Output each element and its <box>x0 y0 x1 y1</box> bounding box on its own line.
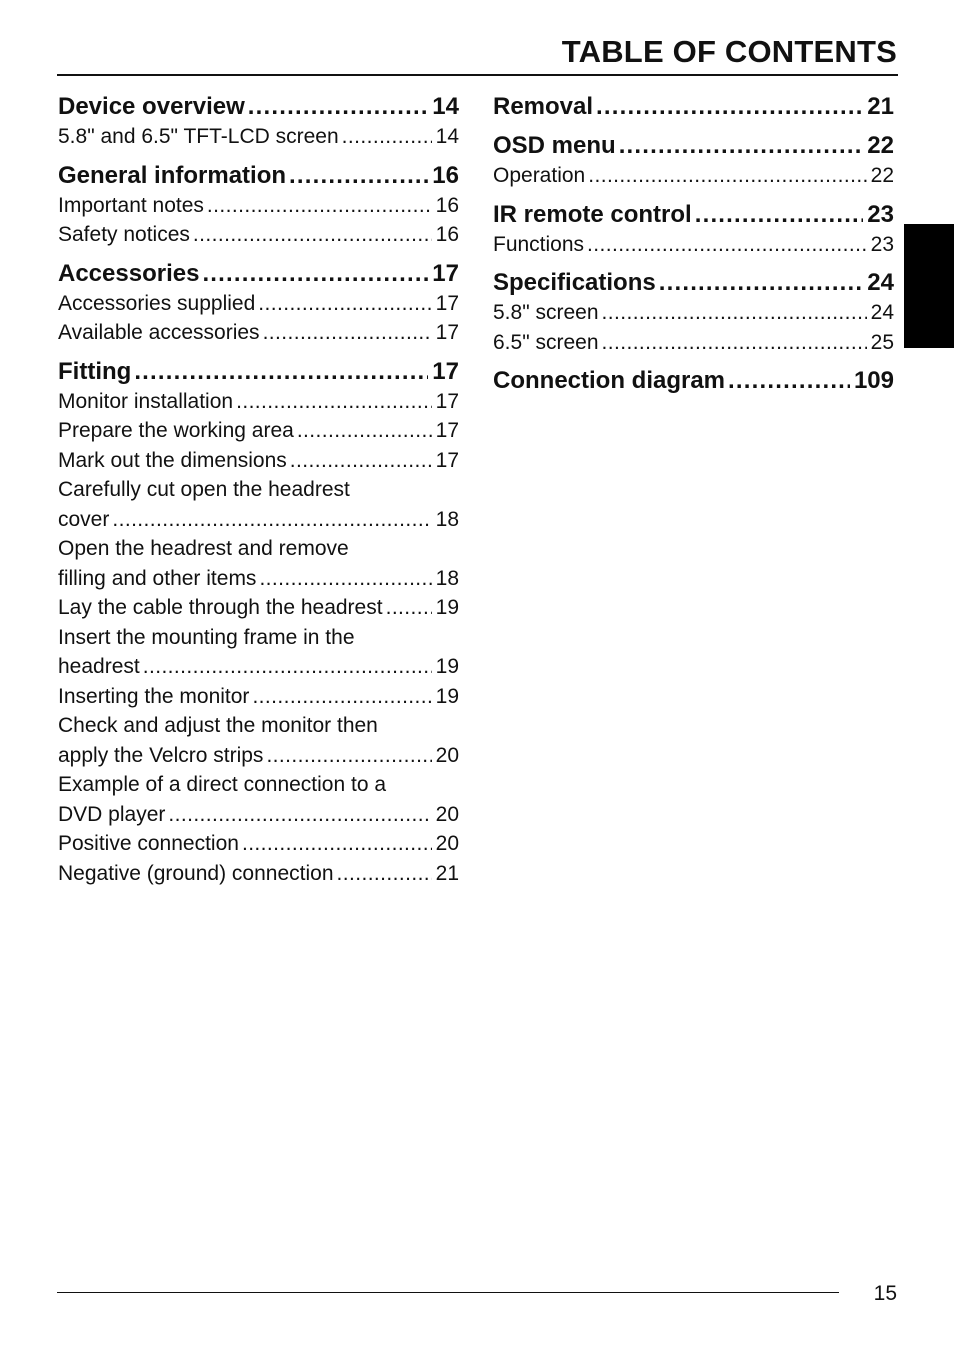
toc-item-label-line2 <box>58 741 459 771</box>
toc-item-monitor-installation[interactable] <box>58 387 459 417</box>
toc-item-check-adjust-monitor[interactable] <box>58 711 459 770</box>
toc-item-lay-cable-through-headrest[interactable] <box>58 593 459 623</box>
toc-section-specifications[interactable] <box>493 262 894 298</box>
toc-page-number: 21 <box>435 861 459 885</box>
toc-page-number: 17 <box>435 448 459 472</box>
dot-leader <box>112 505 431 535</box>
toc-page-number: 24 <box>867 269 894 296</box>
toc-section-label: General information <box>58 161 287 189</box>
toc-page-number: 17 <box>432 357 459 385</box>
toc-item-label: 6.5" screen <box>493 330 599 354</box>
toc-page-number: 16 <box>435 193 459 217</box>
dot-leader <box>619 131 864 161</box>
toc-page-number: 17 <box>432 259 459 287</box>
dot-leader <box>337 859 432 889</box>
toc-item-safety-notices[interactable] <box>58 220 459 250</box>
toc-item-label: Positive connection <box>58 832 239 855</box>
toc-page-number: 21 <box>867 93 894 120</box>
toc-item-label-line1: Check and adjust the monitor then <box>58 714 378 737</box>
dot-leader <box>596 92 863 122</box>
dot-leader <box>342 122 432 152</box>
toc-page-number: 22 <box>867 132 894 159</box>
toc-item-label-line1: Insert the mounting frame in the <box>58 625 355 649</box>
language-thumb-tab <box>904 224 954 348</box>
dot-leader <box>242 829 432 859</box>
toc-section-connection-diagram[interactable] <box>493 360 894 396</box>
toc-item-label: 5.8" screen <box>493 301 599 324</box>
dot-leader <box>602 298 867 328</box>
toc-page-number: 17 <box>435 321 459 344</box>
toc-item-label-line2 <box>58 800 459 830</box>
toc-item-label: Accessories supplied <box>58 291 256 315</box>
page-number: 15 <box>873 1282 897 1305</box>
toc-page-number: 23 <box>867 200 894 228</box>
toc-item-cut-open-headrest[interactable] <box>58 475 459 534</box>
toc-item-label: cover <box>58 507 110 531</box>
dot-leader <box>193 220 432 250</box>
toc-item-open-headrest-remove-filling[interactable] <box>58 534 459 593</box>
dot-leader <box>259 564 431 594</box>
toc-section-general-information[interactable] <box>58 155 459 191</box>
toc-item-accessories-supplied[interactable] <box>58 289 459 319</box>
toc-page-number: 18 <box>435 507 459 531</box>
toc-page-number: 19 <box>435 596 459 619</box>
toc-page-number: 109 <box>853 367 894 394</box>
toc-left-column <box>58 86 459 888</box>
dot-leader <box>134 357 428 387</box>
dot-leader <box>728 366 850 396</box>
toc-item-label: apply the Velcro strips <box>58 743 264 767</box>
toc-item-label: Monitor installation <box>58 389 234 413</box>
toc-item-functions[interactable] <box>493 230 894 260</box>
dot-leader <box>202 259 428 289</box>
toc-section-device-overview[interactable] <box>58 86 459 122</box>
toc-page-number: 24 <box>870 301 894 324</box>
toc-page-number: 20 <box>435 743 459 767</box>
toc-page-number: 17 <box>435 291 459 315</box>
toc-page-number: 22 <box>870 164 894 187</box>
toc-item-label: Negative (ground) connection <box>58 861 334 885</box>
toc-item-label: DVD player <box>58 802 166 826</box>
toc-section-label: Device overview <box>58 93 245 120</box>
dot-leader <box>266 741 431 771</box>
toc-page-number: 20 <box>435 832 459 855</box>
toc-item-label: Functions <box>493 232 585 256</box>
dot-leader <box>290 446 432 476</box>
toc-section-ir-remote-control[interactable] <box>493 194 894 230</box>
toc-item-label-line1: Open the headrest and remove <box>58 537 349 560</box>
toc-item-label: Important notes <box>58 193 204 217</box>
toc-item-label: 5.8" and 6.5" TFT-LCD screen <box>58 125 339 148</box>
toc-section-osd-menu[interactable] <box>493 125 894 161</box>
toc-page-number: 16 <box>432 161 459 189</box>
toc-section-label: Accessories <box>58 259 200 287</box>
dot-leader <box>263 318 432 348</box>
toc-section-label: Specifications <box>493 269 656 296</box>
toc-page-number: 20 <box>435 802 459 826</box>
toc-item-available-accessories[interactable] <box>58 318 459 348</box>
toc-item-positive-connection[interactable] <box>58 829 459 859</box>
footer-divider <box>57 1292 839 1293</box>
toc-page-number: 19 <box>435 655 459 678</box>
toc-item-label-line1: Example of a direct connection to a <box>58 773 387 796</box>
toc-section-label: Removal <box>493 93 594 120</box>
toc-item-label-line1: Carefully cut open the headrest <box>58 478 350 501</box>
toc-item-label: Inserting the monitor <box>58 684 250 708</box>
dot-leader <box>258 289 431 319</box>
toc-item-label-line2 <box>58 505 459 535</box>
dot-leader <box>207 191 432 221</box>
toc-item-label: Prepare the working area <box>58 419 294 442</box>
toc-page-number: 19 <box>435 684 459 708</box>
dot-leader <box>248 92 429 122</box>
toc-page-number: 18 <box>435 566 459 590</box>
toc-item-label: Available accessories <box>58 321 260 344</box>
dot-leader <box>695 200 864 230</box>
toc-section-fitting[interactable] <box>58 351 459 387</box>
title-divider <box>57 74 898 76</box>
toc-section-label: Fitting <box>58 357 132 385</box>
toc-page-number: 23 <box>870 232 894 256</box>
dot-leader <box>587 230 867 260</box>
toc-item-5-8-screen[interactable] <box>493 298 894 328</box>
toc-section-accessories[interactable] <box>58 253 459 289</box>
toc-item-label: headrest <box>58 655 140 678</box>
toc-item-mark-out-dimensions[interactable] <box>58 446 459 476</box>
toc-item-negative-connection[interactable] <box>58 859 459 889</box>
toc-item-direct-connection-dvd[interactable] <box>58 770 459 829</box>
toc-section-label: OSD menu <box>493 132 616 159</box>
toc-item-label: Safety notices <box>58 223 190 246</box>
toc-item-insert-mounting-frame[interactable] <box>58 623 459 682</box>
dot-leader <box>143 652 432 682</box>
toc-page-number: 14 <box>435 125 459 148</box>
dot-leader <box>297 416 432 446</box>
toc-item-label-line2 <box>58 652 459 682</box>
toc-page-number: 25 <box>870 330 894 354</box>
toc-item-operation[interactable] <box>493 161 894 191</box>
toc-item-label: Lay the cable through the headrest <box>58 596 383 619</box>
toc-section-removal[interactable] <box>493 86 894 122</box>
toc-page-number: 14 <box>432 93 459 120</box>
toc-section-label: IR remote control <box>493 200 692 228</box>
dot-leader <box>236 387 432 417</box>
dot-leader <box>659 268 864 298</box>
dot-leader <box>168 800 431 830</box>
toc-page-number: 17 <box>435 389 459 413</box>
toc-item-label: Mark out the dimensions <box>58 448 287 472</box>
toc-item-inserting-monitor[interactable] <box>58 682 459 712</box>
toc-item-label: Operation <box>493 164 586 187</box>
page-title: TABLE OF CONTENTS <box>561 34 897 69</box>
dot-leader <box>588 161 866 191</box>
toc-section-label: Connection diagram <box>493 367 726 394</box>
toc-item-6-5-screen[interactable] <box>493 328 894 358</box>
dot-leader <box>289 161 428 191</box>
dot-leader <box>252 682 431 712</box>
toc-item-label: filling and other items <box>58 566 257 590</box>
toc-item-tft-lcd-screen[interactable] <box>58 122 459 152</box>
toc-item-label-line2 <box>58 564 459 594</box>
toc-right-column <box>493 86 894 396</box>
toc-item-important-notes[interactable] <box>58 191 459 221</box>
toc-page-number: 16 <box>435 223 459 246</box>
dot-leader <box>602 328 867 358</box>
toc-item-prepare-working-area[interactable] <box>58 416 459 446</box>
toc-page-number: 17 <box>435 419 459 442</box>
dot-leader <box>386 593 432 623</box>
